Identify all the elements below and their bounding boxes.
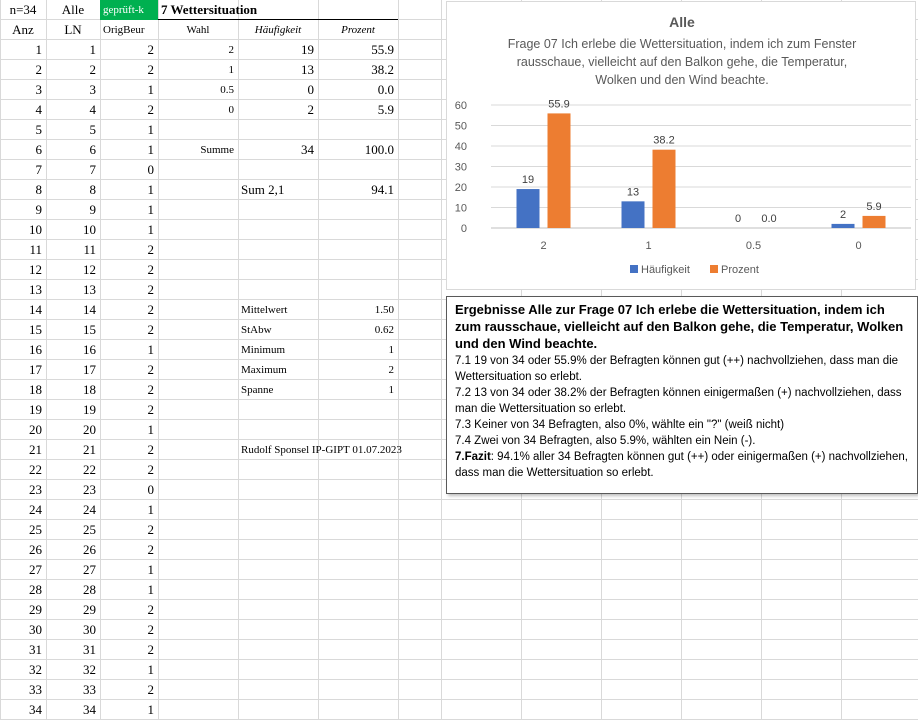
chart-subtitle-line-3: Wolken und den Wind beachte. [595, 73, 769, 87]
origbeur-cell[interactable]: 1 [147, 422, 154, 437]
chart-subtitle-line-1: Frage 07 Ich erlebe die Wettersituation, indem ich zum Fenster [507, 37, 857, 51]
origbeur-cell[interactable]: 1 [147, 182, 154, 197]
ln-cell[interactable]: 2 [89, 62, 96, 77]
y-tick-label: 20 [454, 182, 467, 194]
ln-cell[interactable]: 19 [83, 402, 96, 417]
wahl-cell[interactable]: 0.5 [220, 84, 234, 96]
origbeur-cell[interactable]: 1 [147, 582, 154, 597]
stat-label-cell[interactable]: Maximum [241, 364, 287, 376]
chart-plot-area [447, 2, 917, 291]
bar-haeufigkeit [832, 224, 855, 228]
origbeur-cell[interactable]: 2 [147, 382, 154, 397]
origbeur-cell[interactable]: 1 [147, 662, 154, 677]
result-fazit [455, 449, 909, 481]
origbeur-cell[interactable]: 2 [147, 102, 154, 117]
origbeur-cell[interactable]: 2 [147, 622, 154, 637]
anz-cell[interactable]: 1 [35, 42, 42, 57]
origbeur-cell[interactable]: 2 [147, 262, 154, 277]
ln-cell[interactable]: 8 [89, 182, 96, 197]
y-tick-label: 30 [454, 161, 467, 174]
origbeur-cell[interactable]: 1 [147, 502, 154, 517]
chart-title: Alle [669, 14, 695, 30]
legend-swatch [630, 265, 638, 273]
header-origbeur-cell[interactable]: OrigBeur [103, 24, 145, 36]
anz-cell[interactable]: 28 [29, 582, 42, 597]
ln-cell[interactable]: 15 [83, 322, 96, 337]
origbeur-cell[interactable]: 1 [147, 122, 154, 137]
ln-cell[interactable]: 13 [83, 282, 96, 297]
bar-prozent [548, 113, 571, 228]
stat-value-cell[interactable]: 0.62 [374, 324, 394, 336]
y-tick-label: 40 [454, 141, 467, 153]
header-n-cell[interactable]: n=34 [9, 2, 37, 17]
origbeur-cell[interactable]: 2 [147, 42, 154, 57]
header-prozent-cell[interactable]: Prozent [341, 24, 375, 36]
ln-cell[interactable]: 1 [89, 42, 96, 57]
header-wahl-cell[interactable]: Wahl [186, 24, 210, 36]
ln-cell[interactable]: 20 [83, 422, 96, 437]
ln-cell[interactable]: 21 [83, 442, 96, 457]
result-7-1: 7.1 19 von 34 oder 55.9% der Befragten können gut (++) nachvollziehen, dass man die Wettersituation so erlebt. [455, 355, 899, 383]
origbeur-cell[interactable]: 1 [147, 202, 154, 217]
ln-cell[interactable]: 10 [83, 222, 96, 237]
stat-value-cell[interactable]: 2 [388, 364, 394, 376]
anz-cell[interactable]: 7 [35, 162, 42, 177]
origbeur-cell[interactable]: 1 [147, 142, 154, 157]
anz-cell[interactable]: 12 [29, 262, 42, 277]
header-haeufigkeit-cell[interactable]: Häufigkeit [254, 24, 302, 36]
ln-cell[interactable]: 18 [83, 382, 96, 397]
ln-cell[interactable]: 32 [83, 662, 96, 677]
ln-cell[interactable]: 14 [83, 302, 96, 317]
stat-value-cell[interactable]: 1 [388, 344, 394, 356]
prozent-cell[interactable]: 0.0 [377, 82, 394, 97]
result-7-4: 7.4 Zwei von 34 Befragten, also 5.9%, wählten ein Nein (-). [455, 435, 756, 447]
bar-haeufigkeit [622, 201, 645, 228]
haeufigkeit-cell[interactable]: 19 [301, 42, 314, 57]
sum21-label-cell[interactable]: Sum 2,1 [241, 182, 285, 197]
ln-cell[interactable]: 28 [83, 582, 96, 597]
x-tick-label: 0 [855, 240, 862, 252]
origbeur-cell[interactable]: 2 [147, 62, 154, 77]
anz-cell[interactable]: 15 [29, 322, 42, 337]
anz-cell[interactable]: 2 [35, 62, 42, 77]
y-tick-label: 50 [454, 120, 467, 133]
origbeur-cell[interactable]: 1 [147, 222, 154, 237]
ln-cell[interactable]: 7 [89, 162, 96, 177]
x-tick-label: 2 [540, 240, 547, 252]
anz-cell[interactable]: 23 [29, 482, 42, 497]
stat-value-cell[interactable]: 1.50 [374, 304, 394, 316]
origbeur-cell[interactable]: 2 [147, 462, 154, 477]
ln-cell[interactable]: 17 [83, 362, 96, 377]
anz-cell[interactable]: 32 [29, 662, 42, 677]
stat-label-cell[interactable]: Spanne [241, 384, 274, 396]
wahl-cell[interactable]: 1 [228, 64, 234, 76]
origbeur-cell[interactable]: 2 [147, 242, 154, 257]
anz-cell[interactable]: 13 [29, 282, 42, 297]
result-7-3: 7.3 Keiner von 34 Befragten, also 0%, wählte ein "?" (weiß nicht) [455, 419, 785, 431]
anz-cell[interactable]: 17 [29, 362, 42, 377]
y-tick-label: 0 [460, 223, 467, 235]
ln-cell[interactable]: 29 [83, 602, 96, 617]
ln-cell[interactable]: 34 [83, 702, 96, 717]
anz-cell[interactable]: 18 [29, 382, 42, 397]
anz-cell[interactable]: 19 [29, 402, 42, 417]
fazit-label: 7.Fazit [455, 451, 491, 463]
anz-cell[interactable]: 4 [35, 102, 42, 117]
anz-cell[interactable]: 29 [29, 602, 42, 617]
stat-label-cell[interactable]: Minimum [241, 344, 286, 356]
fazit-text: : 94.1% aller 34 Befragten können gut (++) oder einigermaßen (+) nachvollziehen, dass man die Wettersituation so erlebt. [455, 451, 908, 479]
ln-cell[interactable]: 22 [83, 462, 96, 477]
bar-prozent [653, 150, 676, 228]
data-label: 55.9 [548, 98, 570, 111]
anz-cell[interactable]: 9 [35, 202, 42, 217]
ln-cell[interactable]: 26 [83, 542, 96, 557]
ln-cell[interactable]: 23 [83, 482, 96, 497]
wahl-cell[interactable]: 2 [228, 44, 234, 56]
anz-cell[interactable]: 30 [29, 622, 42, 637]
wahl-cell[interactable]: 0 [228, 104, 234, 116]
origbeur-cell[interactable]: 2 [147, 362, 154, 377]
header-title-cell[interactable]: 7 Wettersituation [158, 0, 398, 20]
haeufigkeit-cell[interactable]: 0 [307, 82, 314, 97]
header-ln-cell[interactable]: LN [64, 22, 82, 37]
ln-cell[interactable]: 11 [83, 242, 96, 257]
header-geprueft-cell[interactable]: geprüft-k [100, 0, 158, 20]
origbeur-cell[interactable]: 2 [147, 322, 154, 337]
y-tick-label: 60 [454, 100, 467, 112]
anz-cell[interactable]: 31 [29, 642, 42, 657]
bar-prozent [863, 216, 886, 228]
header-alle-cell[interactable]: Alle [61, 2, 85, 17]
ln-cell[interactable]: 5 [89, 122, 96, 137]
anz-cell[interactable]: 16 [29, 342, 42, 357]
ln-cell[interactable]: 31 [83, 642, 96, 657]
anz-cell[interactable]: 22 [29, 462, 42, 477]
ln-cell[interactable]: 16 [83, 342, 96, 357]
grid-col-line [441, 0, 442, 720]
result-7-2: 7.2 13 von 34 oder 38.2% der Befragten können einigermaßen (+) nachvollziehen, dass man die Wettersituation so erlebt. [455, 387, 902, 415]
anz-cell[interactable]: 3 [35, 82, 42, 97]
ln-cell[interactable]: 9 [89, 202, 96, 217]
ln-cell[interactable]: 12 [83, 262, 96, 277]
legend-swatch [710, 265, 718, 273]
anz-cell[interactable]: 24 [29, 502, 42, 517]
anz-cell[interactable]: 5 [35, 122, 42, 137]
anz-cell[interactable]: 34 [29, 702, 42, 717]
anz-cell[interactable]: 26 [29, 542, 42, 557]
ln-cell[interactable]: 24 [83, 502, 96, 517]
origbeur-cell[interactable]: 2 [147, 682, 154, 697]
anz-cell[interactable]: 20 [29, 422, 42, 437]
data-label: 5.9 [866, 200, 882, 213]
summe-haeufigkeit-cell[interactable]: 34 [301, 142, 314, 157]
haeufigkeit-cell[interactable]: 13 [301, 62, 314, 77]
origbeur-cell[interactable]: 2 [147, 402, 154, 417]
data-label: 2 [839, 208, 847, 221]
header-anz-cell[interactable]: Anz [12, 22, 34, 37]
origbeur-cell[interactable]: 1 [147, 342, 154, 357]
origbeur-cell[interactable]: 1 [147, 702, 154, 717]
prozent-cell[interactable]: 55.9 [371, 42, 394, 57]
anz-cell[interactable]: 27 [29, 562, 42, 577]
anz-cell[interactable]: 11 [29, 242, 42, 257]
legend-label: Häufigkeit [641, 264, 690, 276]
stat-label-cell[interactable]: Mittelwert [241, 304, 288, 316]
prozent-cell[interactable]: 38.2 [371, 62, 394, 77]
origbeur-cell[interactable]: 0 [147, 162, 154, 177]
haeufigkeit-cell[interactable]: 2 [307, 102, 314, 117]
ln-cell[interactable]: 6 [89, 142, 96, 157]
origbeur-cell[interactable]: 2 [147, 642, 154, 657]
summe-label-cell[interactable]: Summe [200, 144, 234, 156]
stat-label-cell[interactable]: StAbw [241, 324, 272, 336]
anz-cell[interactable]: 8 [35, 182, 42, 197]
anz-cell[interactable]: 14 [29, 302, 42, 317]
origbeur-cell[interactable]: 2 [147, 542, 154, 557]
data-label: 13 [626, 186, 640, 199]
origbeur-cell[interactable]: 0 [147, 482, 154, 497]
stat-value-cell[interactable]: 1 [388, 384, 394, 396]
legend-label: Prozent [721, 264, 759, 276]
y-tick-label: 10 [454, 202, 467, 215]
results-heading: Ergebnisse Alle zur Frage 07 Ich erlebe die Wettersituation, indem ich zum rausschaue, vielleicht auf den Balkon gehe, die Temperatur, Wolken und den Wind beachte. [455, 302, 904, 351]
x-tick-label: 0.5 [745, 240, 762, 252]
chart-subtitle-line-2: rausschaue, vielleicht auf den Balkon gehe, die Temperatur, [516, 55, 848, 69]
origbeur-cell[interactable]: 2 [147, 282, 154, 297]
summe-prozent-cell[interactable]: 100.0 [364, 142, 394, 157]
ln-cell[interactable]: 4 [89, 102, 96, 117]
ln-cell[interactable]: 25 [83, 522, 96, 537]
ln-cell[interactable]: 27 [83, 562, 96, 577]
anz-cell[interactable]: 10 [29, 222, 42, 237]
anz-cell[interactable]: 21 [29, 442, 42, 457]
ln-cell[interactable]: 3 [89, 82, 96, 97]
bar-haeufigkeit [517, 189, 540, 228]
ln-cell[interactable]: 33 [83, 682, 96, 697]
anz-cell[interactable]: 25 [29, 522, 42, 537]
author-cell[interactable]: Rudolf Sponsel IP-GIPT 01.07.2023 [241, 444, 402, 456]
origbeur-cell[interactable]: 2 [147, 522, 154, 537]
data-label: 19 [521, 174, 535, 187]
data-label: 0.0 [761, 213, 777, 225]
prozent-cell[interactable]: 5.9 [377, 102, 394, 117]
data-label: 38.2 [653, 134, 675, 147]
anz-cell[interactable]: 6 [35, 142, 42, 157]
sum21-value-cell[interactable]: 94.1 [371, 182, 394, 197]
results-textbox[interactable] [446, 296, 918, 494]
x-tick-label: 1 [645, 240, 652, 252]
ln-cell[interactable]: 30 [83, 622, 96, 637]
grid-col-line [398, 0, 399, 720]
origbeur-cell[interactable]: 1 [147, 82, 154, 97]
origbeur-cell[interactable]: 2 [147, 302, 154, 317]
anz-cell[interactable]: 33 [29, 682, 42, 697]
data-label: 0 [734, 213, 742, 225]
origbeur-cell[interactable]: 2 [147, 602, 154, 617]
bar-chart[interactable] [446, 1, 916, 290]
origbeur-cell[interactable]: 2 [147, 442, 154, 457]
origbeur-cell[interactable]: 1 [147, 562, 154, 577]
